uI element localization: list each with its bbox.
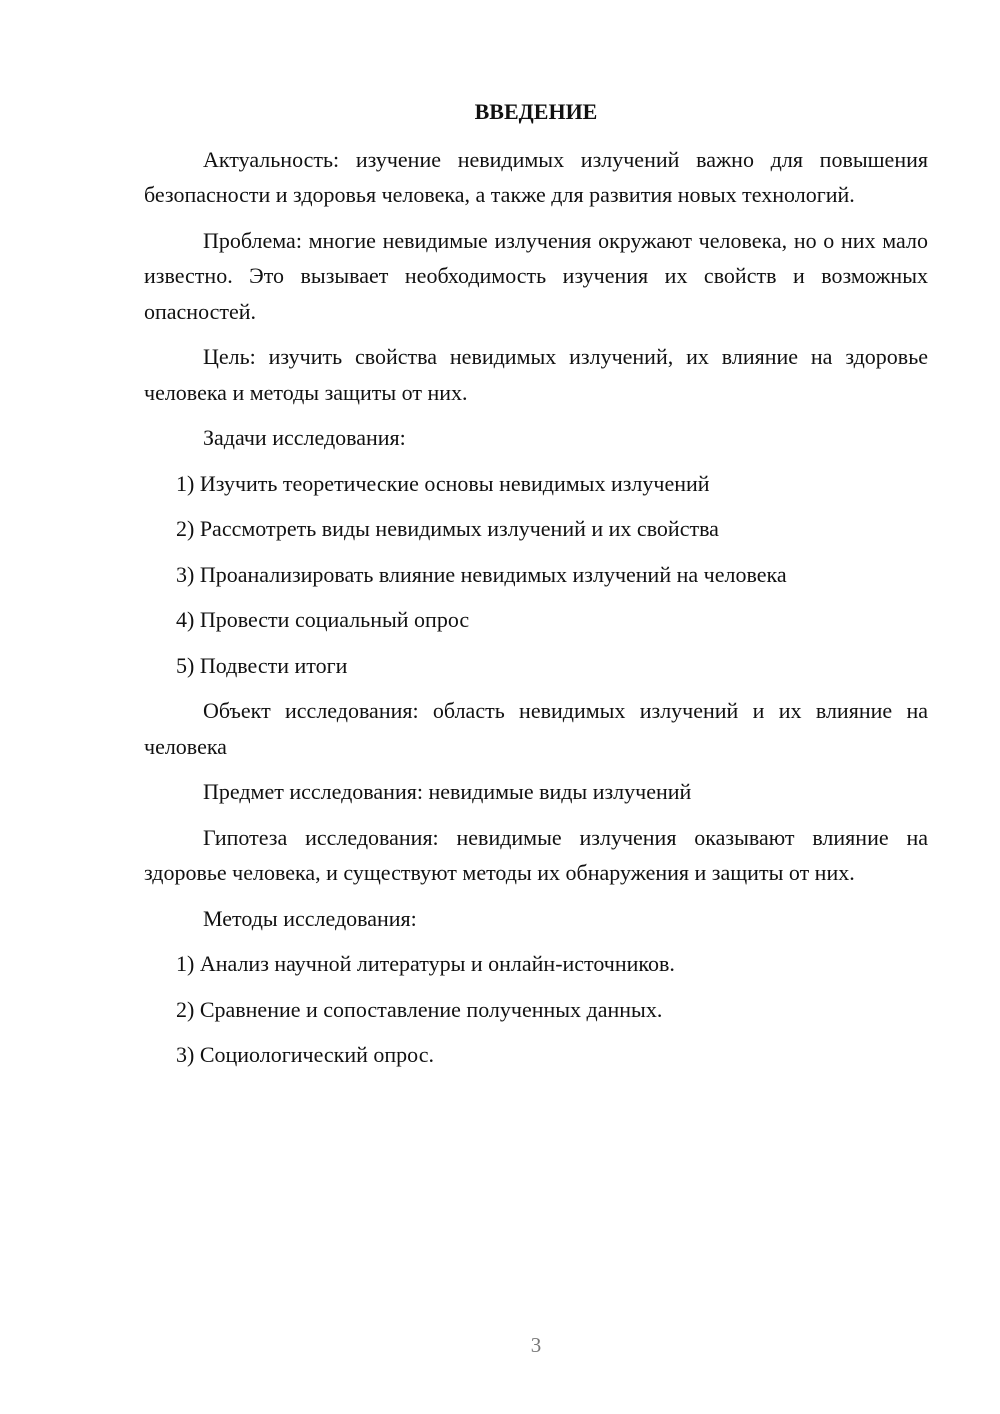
task-item: 3) Проанализировать влияние невидимых излучений на человека	[176, 561, 787, 587]
relevance-paragraph: Актуальность: изучение невидимых излучений важно для повышения безопасности и здоровья человека, а также для развития новых технологий.	[144, 146, 928, 207]
subject-paragraph: Предмет исследования: невидимые виды излучений	[203, 779, 692, 804]
task-item: 1) Изучить теоретические основы невидимых излучений	[176, 470, 710, 496]
page-title: ВВЕДЕНИЕ	[474, 99, 598, 124]
method-item: 3) Социологический опрос.	[176, 1042, 434, 1067]
object-paragraph: Объект исследования: область невидимых излучений и их влияние на человека	[144, 698, 928, 759]
task-item: 4) Провести социальный опрос	[176, 607, 470, 632]
goal-paragraph: Цель: изучить свойства невидимых излучений, их влияние на здоровье человека и методы защиты от них.	[144, 344, 928, 405]
tasks-heading: Задачи исследования:	[203, 425, 406, 450]
problem-paragraph: Проблема: многие невидимые излучения окружают человека, но о них мало известно. Это вызывает необходимость изучения их свойств и возможных опасностей.	[144, 227, 928, 324]
methods-heading: Методы исследования:	[203, 905, 417, 931]
method-item: 1) Анализ научной литературы и онлайн-источников.	[176, 951, 675, 976]
document-body	[144, 94, 928, 1083]
hypothesis-paragraph: Гипотеза исследования: невидимые излучения оказывают влияние на здоровье человека, и существуют методы их обнаружения и защиты от них.	[144, 824, 928, 885]
task-item: 2) Рассмотреть виды невидимых излучений и их свойства	[176, 516, 719, 541]
task-item: 5) Подвести итоги	[176, 652, 348, 678]
page-number: 3	[530, 1333, 542, 1357]
method-item: 2) Сравнение и сопоставление полученных данных.	[176, 996, 663, 1022]
